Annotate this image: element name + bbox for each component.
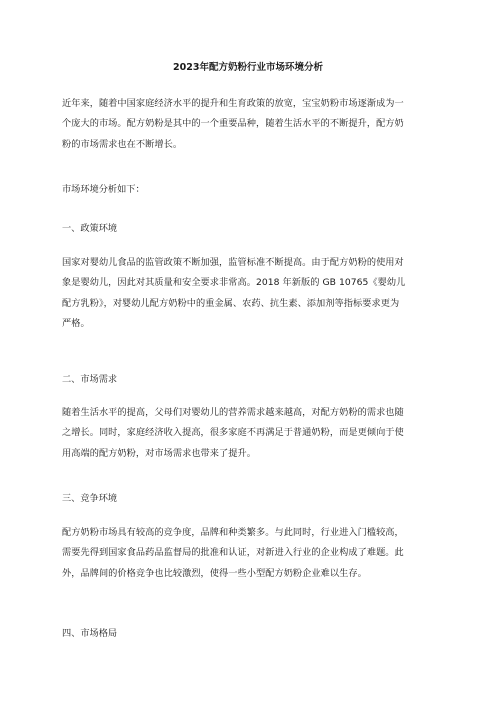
paragraph-line: 需要先得到国家食品药品监督局的批准和认证，对新进入行业的企业构成了难题。此: [62, 547, 404, 559]
paragraph-line: 外，品牌间的价格竞争也比较激烈，使得一些小型配方奶粉企业难以生存。: [62, 567, 367, 579]
paragraph-line: 用高端的配方奶粉，对市场需求也带来了提升。: [62, 447, 256, 459]
paragraph-line: 个庞大的市场。配方奶粉是其中的一个重要品种，随着生活水平的不断提升，配方奶: [62, 118, 404, 130]
paragraph-line: 之增长。同时，家庭经济收入提高，很多家庭不再满足于普通奶粉，而是更倾向于使: [62, 427, 404, 439]
section-paragraph-policy: [62, 253, 436, 334]
section-paragraph-demand: [62, 403, 436, 464]
section-heading-competition: 三、竞争环境: [62, 493, 118, 504]
section-heading-policy: 一、政策环境: [62, 223, 118, 234]
paragraph-line: 严格。: [62, 317, 90, 329]
section-heading-market-structure: 四、市场格局: [62, 628, 118, 639]
paragraph-line: 配方奶粉市场具有较高的竞争度，品牌和种类繁多。与此同时，行业进入门槛较高，: [62, 527, 404, 538]
paragraph-line: 随着生活水平的提高，父母们对婴幼儿的营养需求越来越高，对配方奶粉的需求也随: [62, 407, 404, 418]
section-heading-demand: 二、市场需求: [62, 374, 118, 385]
section-paragraph-competition: [62, 523, 436, 584]
document-title: 2023年配方奶粉行业市场环境分析: [173, 62, 323, 73]
lead-text: 市场环境分析如下：: [62, 184, 145, 195]
paragraph-line: 配方乳粉》，对婴幼儿配方奶粉中的重金属、农药、抗生素、添加剂等指标要求更为: [62, 297, 400, 309]
paragraph-line: 近年来，随着中国家庭经济水平的提升和生育政策的放宽，宝宝奶粉市场逐渐成为一: [62, 98, 404, 109]
intro-paragraph: [62, 94, 436, 155]
paragraph-line: 国家对婴幼儿食品的监管政策不断加强，监管标准不断提高。由于配方奶粉的使用对: [62, 257, 404, 268]
paragraph-line: 粉的市场需求也在不断增长。: [62, 138, 183, 150]
paragraph-line: 象是婴幼儿，因此对其质量和安全要求非常高。2018 年新版的 GB 10765《婴幼儿: [62, 277, 406, 289]
